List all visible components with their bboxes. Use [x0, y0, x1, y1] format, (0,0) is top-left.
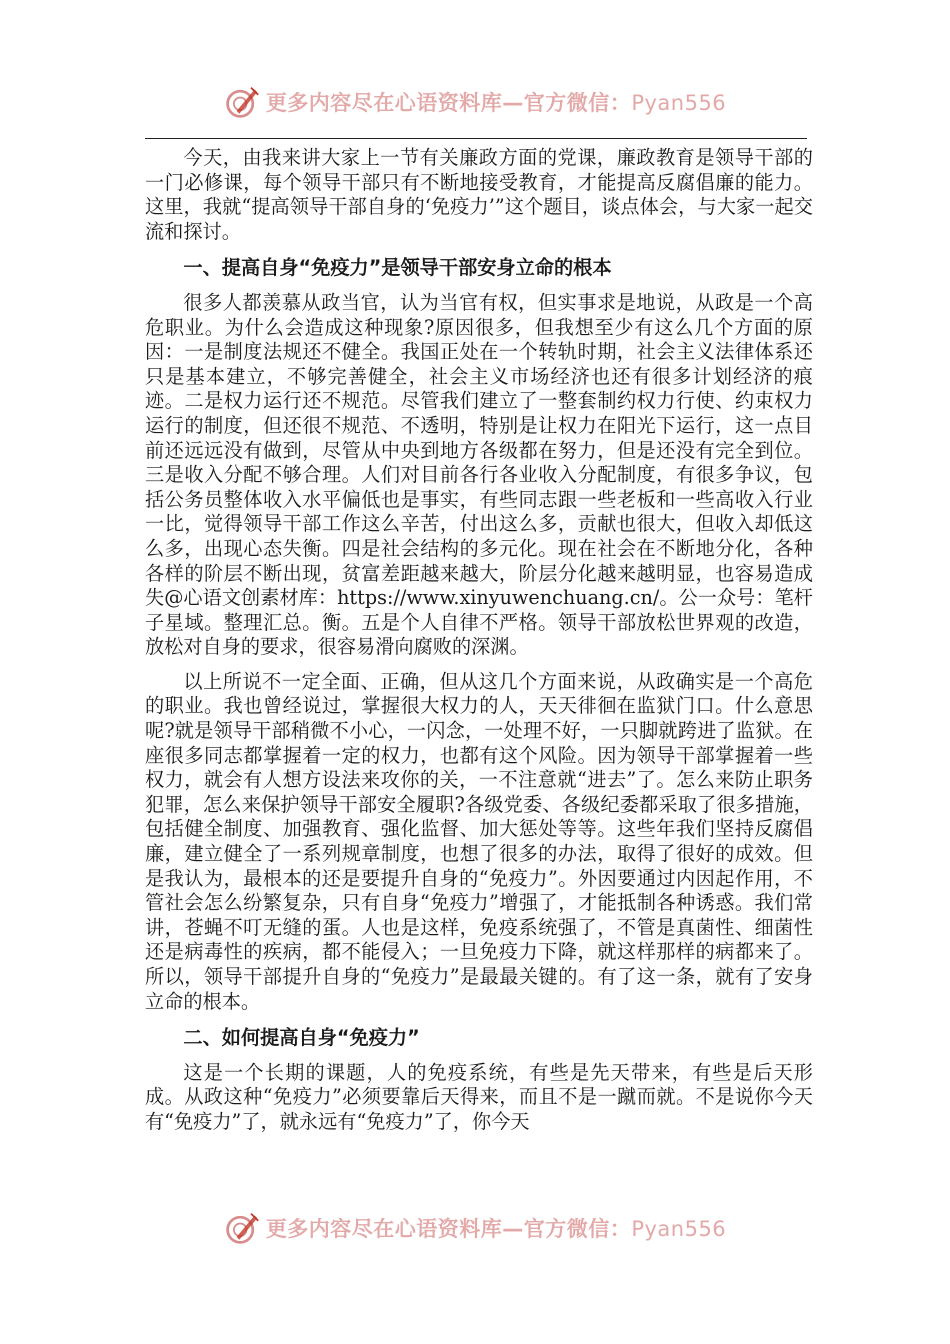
paragraph-2: 以上所说不一定全面、正确，但从这几个方面来说，从政确实是一个高危的职业。我也曾经说过，掌握很大权力的人，天天徘徊在监狱门口。什么意思呢?就是领导干部稍微不小心，一闪念，一处理不好，一只脚就跨进了监狱。在座很多同志都掌握着一定的权力，也都有这个风险。因为领导干部掌握着一些权力，就会有人想方设法来攻你的关，一不注意就“进去”了。怎么来防止职务犯罪，怎么来保护领导干部安全履职?各级党委、各级纪委都采取了很多措施，包括健全制度、加强教育、强化监督、加大惩处等等。这些年我们坚持反腐倡廉，建立健全了一系列规章制度，也想了很多的办法，取得了很好的成效。但是我认为，最根本的还是要提升自身的“免疫力”。外因要通过内因起作用，不管社会怎么纷繁复杂，只有自身“免疫力”增强了，才能抵制各种诱惑。我们常讲，苍蝇不叮无缝的蛋。人也是这样，免疫系统强了，不管是真菌性、细菌性还是病毒性的疾病，都不能侵入；一旦免疫力下降，就这样那样的病都来了。所以，领导干部提升自身的“免疫力”是最最关键的。有了这一条，就有了安身立命的根本。 [145, 669, 813, 1013]
section-heading-1: 一、提高自身“免疫力”是领导干部安身立命的根本 [183, 256, 612, 280]
wechat-id: Pyan556 [631, 1217, 727, 1241]
paragraph-1: 很多人都羡慕从政当官，认为当官有权，但实事求是地说，从政是一个高危职业。为什么会造成这种现象?原因很多，但我想至少有这么几个方面的原因：一是制度法规还不健全。我国正处在一个转轨时期，社会主义法律体系还只是基本建立，不够完善健全，社会主义市场经济也还有很多计划经济的痕迹。二是权力运行还不规范。尽管我们建立了一整套制约权力行使、约束权力运行的制度，但还很不规范、不透明，特别是让权力在阳光下运行，这一点目前还远远没有做到，尽管从中央到地方各级都在努力，但是还没有完全到位。三是收入分配不够合理。人们对目前各行各业收入分配制度，有很多争议，包括公务员整体收入水平偏低也是事实，有些同志跟一些老板和一些高收入行业一比，觉得领导干部工作这么辛苦，付出这么多，贡献也很大，但收入却低这么多，出现心态失衡。四是社会结构的多元化。现在社会在不断地分化，各种各样的阶层不断出现，贫富差距越来越大，阶层分化越来越明显，也容易造成失@心语文创素材库：https://www.xinyuwenchuang.cn/。公一众号：笔杆子星域。整理汇总。衡。五是个人自律不严格。领导干部放松世界观的改造，放松对自身的要求，很容易滑向腐败的深渊。 [145, 290, 813, 659]
quill-logo-icon [224, 84, 260, 120]
quill-logo-icon [224, 1210, 260, 1246]
banner-text: 更多内容尽在心语资料库—官方微信：Pyan556 [265, 1217, 727, 1241]
wechat-id: Pyan556 [631, 91, 727, 115]
header-banner [0, 82, 950, 122]
intro-paragraph: 今天，由我来讲大家上一节有关廉政方面的党课，廉政教育是领导干部的一门必修课，每个领导干部只有不断地接受教育，才能提高反腐倡廉的能力。这里，我就“提高领导干部自身的‘免疫力’”这个题目，谈点体会，与大家一起交流和探讨。 [145, 146, 813, 243]
banner-text: 更多内容尽在心语资料库—官方微信：Pyan556 [265, 91, 727, 115]
section-heading-2: 二、如何提高自身“免疫力” [183, 1026, 420, 1050]
paragraph-3: 这是一个长期的课题，人的免疫系统，有些是先天带来，有些是后天形成。从政这种“免疫力”必须要靠后天得来，而且不是一蹴而就。不是说你今天有“免疫力”了，就永远有“免疫力”了，你今天 [145, 1060, 813, 1133]
header-rule [145, 138, 807, 139]
document-body [145, 146, 813, 1135]
footer-banner [0, 1208, 950, 1248]
